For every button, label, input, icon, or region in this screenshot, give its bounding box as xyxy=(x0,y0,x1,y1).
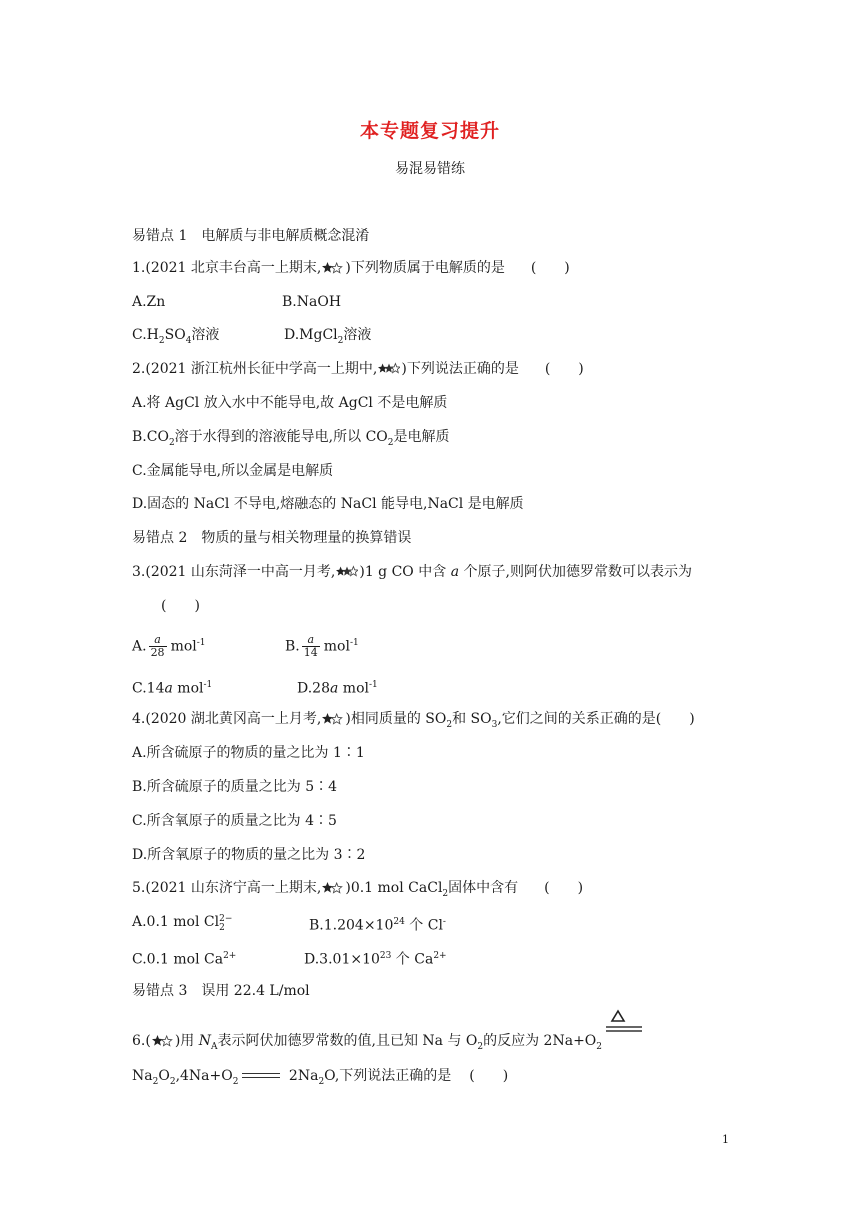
answer-blank: ( ) xyxy=(544,361,584,377)
option-5a: A.0.1 mol Cl 2− 2 xyxy=(132,914,233,933)
question-3: 3.(2021 山东菏泽一中高一月考, )1 g CO 中含 a 个原子,则阿伏加德罗常数可以表示为 xyxy=(132,564,692,580)
option-4c: C.所含氧原子的质量之比为 4∶5 xyxy=(132,813,337,829)
option-5c: C.0.1 mol $Ca^{2+}$ xyxy=(132,951,237,968)
question-1 xyxy=(132,258,570,278)
section-heading-2: 易错点 2 物质的量与相关物理量的换算错误 xyxy=(132,530,412,546)
difficulty-star-icon xyxy=(152,1034,174,1048)
option-3c: C.14a mol$^{-1}$ xyxy=(132,680,213,697)
option-3b: B. $\frac{a}{14}$ mol$^{-1}$ xyxy=(285,633,359,660)
option-1d: D.MgCl$_2$溶液 xyxy=(284,327,372,346)
option-3d: D.28a mol$^{-1}$ xyxy=(297,680,378,697)
option-4a: A.所含硫原子的物质的量之比为 1∶1 xyxy=(132,745,365,761)
answer-blank: ( ) xyxy=(544,880,584,896)
question-2-text: )下列说法正确的是 xyxy=(401,361,519,377)
option-2a: A.将 AgCl 放入水中不能导电,故 AgCl 不是电解质 xyxy=(132,395,448,411)
page-title: 本专题复习提升 xyxy=(359,120,500,142)
question-6: 6.( )用 $N_A$表示阿伏加德罗常数的值,且已知 Na 与 $O_2$的反应为 $2Na+O_2$ xyxy=(132,1033,603,1052)
equals-sign-icon xyxy=(242,1072,280,1080)
page-subtitle: 易混易错练 xyxy=(395,161,465,177)
heating-equals-sign-icon xyxy=(606,1008,642,1036)
option-5d: $D.3.01\times 10^{23}$ 个 $Ca^{2+}$ xyxy=(304,951,447,968)
difficulty-star-icon xyxy=(322,881,344,895)
question-5: 5.(2021 山东济宁高一上期末, )0.1 mol CaCl$_2$固体中含有 ( ) xyxy=(132,880,584,899)
option-2c: C.金属能导电,所以金属是电解质 xyxy=(132,463,334,479)
difficulty-star-icon xyxy=(378,362,400,376)
section-heading-3: 易错点 3 误用 22.4 L/mol xyxy=(132,983,310,999)
option-5b: $B.1.204\times 10^{24}$ 个 Cl- xyxy=(309,917,446,934)
difficulty-star-icon xyxy=(336,565,358,579)
question-4: 4.(2020 湖北黄冈高一上月考, )相同质量的 $SO_2$和 $SO_3$,它们之间的关系正确的是( ) xyxy=(132,711,695,730)
option-4b: B.所含硫原子的质量之比为 5∶4 xyxy=(132,779,338,795)
option-2d: D.固态的 NaCl 不导电,熔融态的 NaCl 能导电,NaCl 是电解质 xyxy=(132,496,524,512)
section-heading-1: 易错点 1 电解质与非电解质概念混淆 xyxy=(132,228,370,244)
question-2 xyxy=(132,359,584,379)
answer-blank: ( ) xyxy=(469,1068,509,1084)
option-2b: $B.CO_2$溶于水得到的溶液能导电,所以 $CO_2$是电解质 xyxy=(132,429,450,448)
option-4d: D.所含氧原子的物质的量之比为 3∶2 xyxy=(132,847,366,863)
question-1-text: )下列物质属于电解质的是 xyxy=(345,260,505,276)
option-1b: B.NaOH xyxy=(282,294,342,310)
page-number: 1 xyxy=(722,1133,729,1146)
fraction: $\frac{a}{14}$ xyxy=(303,633,318,660)
answer-blank: ( ) xyxy=(530,260,570,276)
question-6-line-2: $Na_2O_2,4Na+O_2$ $2Na_2O$,下列说法正确的是 ( ) xyxy=(132,1068,509,1087)
question-4-source: 4.(2020 湖北黄冈高一上月考, xyxy=(132,711,322,727)
question-1-source: 1.(2021 北京丰台高一上期末, xyxy=(132,260,322,276)
difficulty-star-icon xyxy=(322,712,344,726)
difficulty-star-icon xyxy=(322,261,344,275)
question-2-source: 2.(2021 浙江杭州长征中学高一上期中, xyxy=(132,361,378,377)
question-3-source: 3.(2021 山东菏泽一中高一月考, xyxy=(132,564,336,580)
option-1c: $C.H_2SO_4$溶液 xyxy=(132,327,220,346)
fraction: $\frac{a}{28}$ xyxy=(150,633,165,660)
answer-blank: ( ) xyxy=(655,711,695,727)
option-3a: A. $\frac{a}{28}$ mol$^{-1}$ xyxy=(132,633,206,660)
answer-blank: ( ) xyxy=(161,598,200,614)
question-5-source: 5.(2021 山东济宁高一上期末, xyxy=(132,880,322,896)
option-1a: A.Zn xyxy=(132,294,166,310)
